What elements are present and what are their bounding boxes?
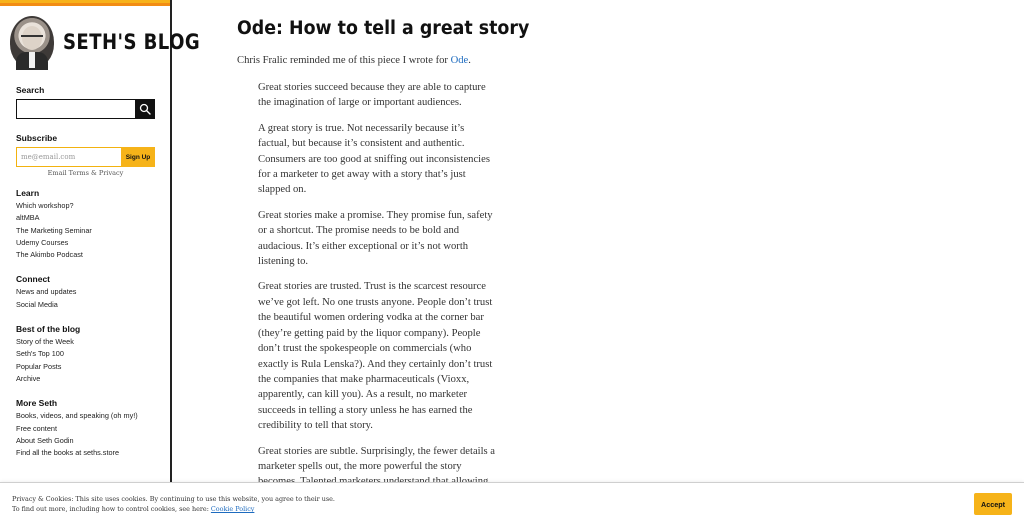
article xyxy=(237,18,530,515)
search-icon xyxy=(139,103,151,115)
learn-link-altmba[interactable]: altMBA xyxy=(16,213,40,223)
best-link-story-week[interactable]: Story of the Week xyxy=(16,337,74,347)
best-link-archive[interactable]: Archive xyxy=(16,373,41,383)
best-section xyxy=(0,324,170,385)
search-button[interactable] xyxy=(135,100,154,118)
post-paragraph: Great stories are subtle. Surprisingly, the fewer details a marketer spells out, the more powerful the story xyxy=(258,445,496,472)
connect-link-news[interactable]: News and updates xyxy=(16,287,77,297)
avatar-tie xyxy=(29,52,35,68)
cookie-banner xyxy=(0,482,1024,525)
learn-heading: Learn xyxy=(16,188,40,198)
learn-link-udemy[interactable]: Udemy Courses xyxy=(16,237,69,247)
avatar-glasses xyxy=(21,35,43,39)
cookie-policy-link[interactable]: Cookie Policy xyxy=(210,505,255,513)
search-form xyxy=(16,99,155,119)
more-link-books-videos[interactable]: Books, videos, and speaking (oh my!) xyxy=(16,411,138,421)
sign-up-button[interactable]: Sign Up xyxy=(121,147,155,167)
subscribe-heading: Subscribe xyxy=(16,133,58,143)
avatar xyxy=(10,16,54,68)
post-blockquote xyxy=(258,80,497,505)
cookie-text xyxy=(12,494,335,514)
accept-button[interactable]: Accept xyxy=(974,493,1012,515)
best-link-top-100[interactable]: Seth's Top 100 xyxy=(16,349,64,359)
connect-heading: Connect xyxy=(16,274,50,285)
post-intro xyxy=(237,54,497,68)
best-heading: Best of the blog xyxy=(16,324,81,335)
post-paragraph: Great stories make a promise. They promise fun, safety or a shortcut. The promise needs to be bold and audacious. It’s either exceptional or it’s not worth listening to. xyxy=(258,209,493,268)
more-link-free-content[interactable]: Free content xyxy=(16,423,57,433)
cookie-line-2 xyxy=(12,504,335,514)
connect-link-social[interactable]: Social Media xyxy=(16,299,58,309)
best-link-popular[interactable]: Popular Posts xyxy=(16,361,62,371)
brand[interactable] xyxy=(0,6,201,70)
connect-section xyxy=(0,274,170,311)
intro-suffix: . xyxy=(468,55,471,66)
email-field[interactable] xyxy=(16,147,121,167)
subscribe-section xyxy=(0,133,170,177)
learn-link-akimbo[interactable]: The Akimbo Podcast xyxy=(16,250,83,260)
search-section xyxy=(0,85,170,119)
intro-text: Chris Fralic reminded me of this piece I wrote for xyxy=(237,55,451,66)
learn-link-marketing-seminar[interactable]: The Marketing Seminar xyxy=(16,225,92,235)
more-link-store[interactable]: Find all the books at seths.store xyxy=(16,448,120,458)
learn-link-workshop[interactable]: Which workshop? xyxy=(16,201,74,210)
search-heading: Search xyxy=(16,85,45,95)
post-title[interactable]: Ode: How to tell a great story xyxy=(237,18,530,39)
more-link-about[interactable]: About Seth Godin xyxy=(16,435,74,445)
cookie-line-1: Privacy & Cookies: This site uses cookies. By continuing to use this website, you agree to their use. xyxy=(12,495,335,503)
post-paragraph: Great stories are trusted. Trust is the scarcest resource we’ve got left. No one trusts anyone. People don’t trust the beautiful women ordering vodka at the corner bar (they’re getting paid by the liquor company). People don’t trust the spokespeople on commercials (who exactly is Rula Lenska?). And they certainly don’t trust the companies that make pharmaceuticals (Vioxx, apparently, can kill you). As a result, no marketer succeeds in telling a story unless he has earned the credibility to tell that story. xyxy=(258,281,493,432)
post-paragraph: A great story is true. Not necessarily because it’s factual, but because it’s consistent and authentic. Consumers are too good at sniffing out inconsistencies for a marketer to get away with a story that’s just slapped on. xyxy=(258,122,490,196)
subscribe-form xyxy=(16,147,155,167)
cookie-line-2-text: To find out more, including how to control cookies, see here: xyxy=(12,505,211,513)
more-heading: More Seth xyxy=(16,398,58,409)
more-section xyxy=(0,398,170,459)
email-terms-link[interactable]: Email Terms & Privacy xyxy=(47,169,124,177)
search-input[interactable] xyxy=(17,100,135,118)
ode-link[interactable]: Ode xyxy=(450,55,469,66)
site-title[interactable]: SETH'S BLOG xyxy=(63,30,201,54)
learn-section xyxy=(0,188,170,261)
post-paragraph: Great stories succeed because they are able to capture the imagination of large or important audiences. xyxy=(258,82,486,109)
